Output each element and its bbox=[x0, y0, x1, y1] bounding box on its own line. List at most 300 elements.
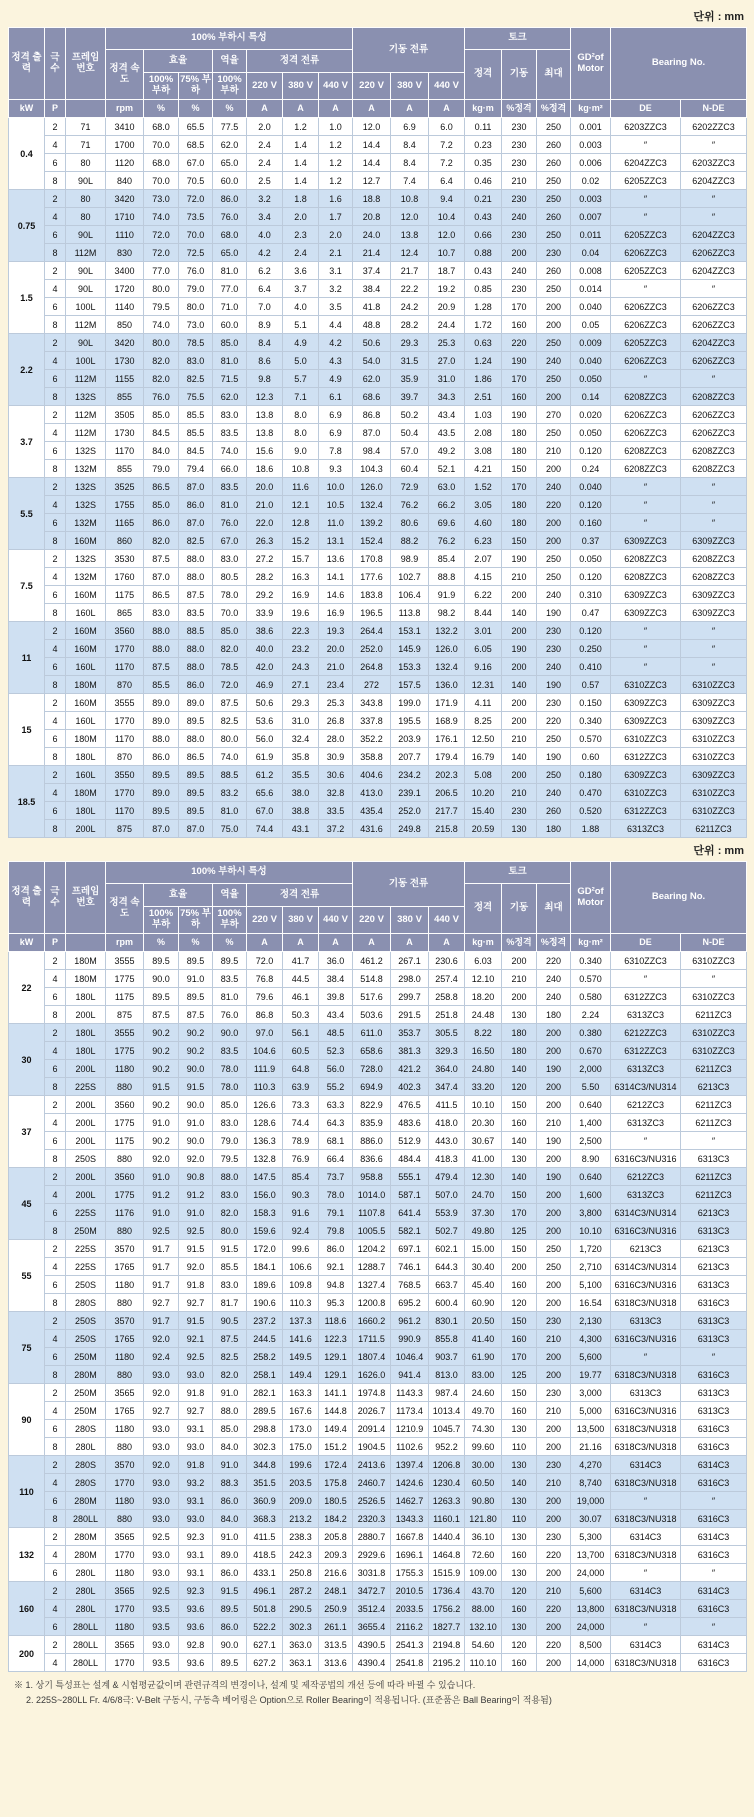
starting-current-380v: 2116.2 bbox=[391, 1618, 429, 1636]
rated-current-440v: 248.1 bbox=[319, 1582, 353, 1600]
spec-row bbox=[9, 154, 747, 172]
header-eff-100-load: 100% 부하 bbox=[144, 73, 179, 100]
power-factor: 89.5 bbox=[213, 952, 247, 970]
rated-current-380v: 199.6 bbox=[283, 1456, 319, 1474]
rated-current-380v: 1.8 bbox=[283, 190, 319, 208]
spec-row bbox=[9, 280, 747, 298]
power-factor: 88.0 bbox=[213, 1168, 247, 1186]
eff-75-load: 91.5 bbox=[179, 1312, 213, 1330]
starting-current-440v: 9.4 bbox=[429, 190, 465, 208]
rated-current-440v: 10.0 bbox=[319, 478, 353, 496]
torque-rated: 10.10 bbox=[465, 1096, 502, 1114]
rated-current-380v: 44.5 bbox=[283, 970, 319, 988]
rated-current-380v: 73.3 bbox=[283, 1096, 319, 1114]
spec-row bbox=[9, 1312, 747, 1330]
header-poles: 극 수 bbox=[45, 28, 66, 100]
gd2-motor: 3,000 bbox=[571, 1384, 611, 1402]
gd2-motor: 0.02 bbox=[571, 172, 611, 190]
poles: 4 bbox=[45, 1474, 66, 1492]
power-factor: 89.5 bbox=[213, 1600, 247, 1618]
rated-speed: 1765 bbox=[106, 1330, 144, 1348]
torque-starting: 230 bbox=[502, 154, 537, 172]
bearing-de: 6312ZZC3 bbox=[611, 1042, 681, 1060]
eff-100-load: 80.0 bbox=[144, 334, 179, 352]
power-factor: 82.0 bbox=[213, 1204, 247, 1222]
eff-100-load: 90.2 bbox=[144, 1060, 179, 1078]
gd2-motor: 8.90 bbox=[571, 1150, 611, 1168]
frame-no: 200L bbox=[66, 1096, 106, 1114]
eff-100-load: 85.0 bbox=[144, 406, 179, 424]
rated-speed: 1175 bbox=[106, 586, 144, 604]
starting-current-220v: 835.9 bbox=[353, 1114, 391, 1132]
starting-current-220v: 352.2 bbox=[353, 730, 391, 748]
rated-current-440v: 16.9 bbox=[319, 604, 353, 622]
eff-75-load: 89.5 bbox=[179, 802, 213, 820]
starting-current-440v: 52.1 bbox=[429, 460, 465, 478]
rated-current-380v: 46.1 bbox=[283, 988, 319, 1006]
header-rated-output: 정격 출력 bbox=[9, 28, 45, 100]
poles: 6 bbox=[45, 1420, 66, 1438]
starting-current-380v: 1102.6 bbox=[391, 1438, 429, 1456]
rated-speed: 1730 bbox=[106, 424, 144, 442]
power-factor: 88.0 bbox=[213, 1402, 247, 1420]
starting-current-220v: 264.8 bbox=[353, 658, 391, 676]
frame-no: 280M bbox=[66, 1528, 106, 1546]
starting-current-220v: 2880.7 bbox=[353, 1528, 391, 1546]
power-factor: 77.0 bbox=[213, 280, 247, 298]
frame-no: 160M bbox=[66, 586, 106, 604]
starting-current-440v: 43.4 bbox=[429, 406, 465, 424]
starting-current-440v: 43.5 bbox=[429, 424, 465, 442]
starting-current-440v: 903.7 bbox=[429, 1348, 465, 1366]
starting-current-220v: 12.0 bbox=[353, 118, 391, 136]
spec-row bbox=[9, 1042, 747, 1060]
rated-current-220v: 29.2 bbox=[247, 586, 283, 604]
rated-current-440v: 151.2 bbox=[319, 1438, 353, 1456]
unit-pct: % bbox=[144, 100, 179, 118]
torque-starting: 210 bbox=[502, 970, 537, 988]
starting-current-220v: 21.4 bbox=[353, 244, 391, 262]
eff-100-load: 87.5 bbox=[144, 550, 179, 568]
rated-speed: 1770 bbox=[106, 1546, 144, 1564]
bearing-nde: 6208ZZC3 bbox=[681, 460, 747, 478]
gd2-motor: 0.570 bbox=[571, 970, 611, 988]
rated-current-220v: 433.1 bbox=[247, 1564, 283, 1582]
spec-row bbox=[9, 730, 747, 748]
poles: 6 bbox=[45, 988, 66, 1006]
starting-current-440v: 126.0 bbox=[429, 640, 465, 658]
poles: 4 bbox=[45, 640, 66, 658]
rated-current-380v: 1.4 bbox=[283, 136, 319, 154]
starting-current-380v: 1210.9 bbox=[391, 1420, 429, 1438]
frame-no: 160M bbox=[66, 640, 106, 658]
rated-current-440v: 86.0 bbox=[319, 1240, 353, 1258]
frame-no: 250S bbox=[66, 1330, 106, 1348]
bearing-nde: 6313C3 bbox=[681, 1312, 747, 1330]
starting-current-440v: 813.0 bbox=[429, 1366, 465, 1384]
spec-row bbox=[9, 1618, 747, 1636]
torque-starting: 150 bbox=[502, 1312, 537, 1330]
eff-100-load: 93.5 bbox=[144, 1654, 179, 1672]
power-factor: 86.0 bbox=[213, 1492, 247, 1510]
torque-max: 220 bbox=[537, 1636, 571, 1654]
torque-rated: 24.60 bbox=[465, 1384, 502, 1402]
spec-row bbox=[9, 1402, 747, 1420]
rated-current-440v: 1.2 bbox=[319, 154, 353, 172]
starting-current-440v: 987.4 bbox=[429, 1384, 465, 1402]
rated-current-440v: 172.4 bbox=[319, 1456, 353, 1474]
gd2-motor: 0.340 bbox=[571, 712, 611, 730]
rated-current-380v: 22.3 bbox=[283, 622, 319, 640]
rated-current-440v: 2.1 bbox=[319, 244, 353, 262]
bearing-nde: 6211ZC3 bbox=[681, 1114, 747, 1132]
spec-row bbox=[9, 460, 747, 478]
starting-current-440v: 1206.8 bbox=[429, 1456, 465, 1474]
torque-max: 200 bbox=[537, 460, 571, 478]
torque-rated: 16.50 bbox=[465, 1042, 502, 1060]
starting-current-440v: 49.2 bbox=[429, 442, 465, 460]
starting-current-220v: 413.0 bbox=[353, 784, 391, 802]
rated-current-220v: 40.0 bbox=[247, 640, 283, 658]
power-factor: 60.0 bbox=[213, 316, 247, 334]
power-factor: 68.0 bbox=[213, 226, 247, 244]
starting-current-220v: 2929.6 bbox=[353, 1546, 391, 1564]
bearing-nde: 6310ZZC3 bbox=[681, 784, 747, 802]
torque-max: 240 bbox=[537, 988, 571, 1006]
starting-current-380v: 2541.8 bbox=[391, 1654, 429, 1672]
rated-current-380v: 23.2 bbox=[283, 640, 319, 658]
rated-current-220v: 6.2 bbox=[247, 262, 283, 280]
torque-max: 250 bbox=[537, 550, 571, 568]
rated-speed: 855 bbox=[106, 388, 144, 406]
unit-kgm2: kg·m² bbox=[571, 934, 611, 952]
torque-max: 200 bbox=[537, 514, 571, 532]
bearing-de: 6312ZZC3 bbox=[611, 988, 681, 1006]
frame-no: 160M bbox=[66, 532, 106, 550]
starting-current-440v: 507.0 bbox=[429, 1186, 465, 1204]
starting-current-440v: 364.0 bbox=[429, 1060, 465, 1078]
torque-rated: 49.70 bbox=[465, 1402, 502, 1420]
eff-100-load: 91.7 bbox=[144, 1312, 179, 1330]
torque-max: 240 bbox=[537, 478, 571, 496]
bearing-nde: ″ bbox=[681, 970, 747, 988]
rated-current-380v: 43.1 bbox=[283, 820, 319, 838]
poles: 6 bbox=[45, 1564, 66, 1582]
eff-75-load: 90.8 bbox=[179, 1168, 213, 1186]
rated-current-220v: 22.0 bbox=[247, 514, 283, 532]
header-rated-output: 정격 출력 bbox=[9, 862, 45, 934]
unit-pct: % bbox=[179, 934, 213, 952]
bearing-de: ″ bbox=[611, 514, 681, 532]
bearing-de: 6205ZZC3 bbox=[611, 226, 681, 244]
starting-current-440v: 347.4 bbox=[429, 1078, 465, 1096]
unit-a: A bbox=[283, 100, 319, 118]
rated-current-440v: 78.0 bbox=[319, 1186, 353, 1204]
starting-current-220v: 87.0 bbox=[353, 424, 391, 442]
rated-current-440v: 63.3 bbox=[319, 1096, 353, 1114]
gd2-motor: 0.014 bbox=[571, 280, 611, 298]
frame-no: 90L bbox=[66, 280, 106, 298]
rated-current-380v: 92.4 bbox=[283, 1222, 319, 1240]
rated-current-440v: 3.5 bbox=[319, 298, 353, 316]
rated-current-440v: 10.5 bbox=[319, 496, 353, 514]
gd2-motor: 0.120 bbox=[571, 442, 611, 460]
rated-current-220v: 110.3 bbox=[247, 1078, 283, 1096]
rated-current-220v: 136.3 bbox=[247, 1132, 283, 1150]
gd2-motor: 2,710 bbox=[571, 1258, 611, 1276]
rated-current-220v: 74.4 bbox=[247, 820, 283, 838]
torque-max: 200 bbox=[537, 298, 571, 316]
bearing-de: 6205ZZC3 bbox=[611, 334, 681, 352]
starting-current-220v: 2091.4 bbox=[353, 1420, 391, 1438]
torque-starting: 180 bbox=[502, 442, 537, 460]
rated-current-220v: 2.0 bbox=[247, 118, 283, 136]
torque-starting: 160 bbox=[502, 316, 537, 334]
rated-current-380v: 106.6 bbox=[283, 1258, 319, 1276]
unit-rpm: rpm bbox=[106, 100, 144, 118]
footnotes bbox=[8, 1678, 746, 1709]
eff-100-load: 86.0 bbox=[144, 514, 179, 532]
header-efficiency: 효율 bbox=[144, 50, 213, 73]
starting-current-220v: 658.6 bbox=[353, 1042, 391, 1060]
torque-max: 270 bbox=[537, 406, 571, 424]
power-factor: 87.5 bbox=[213, 1330, 247, 1348]
eff-100-load: 79.5 bbox=[144, 298, 179, 316]
bearing-nde: 6313C3 bbox=[681, 1276, 747, 1294]
bearing-nde: 6203ZZC3 bbox=[681, 154, 747, 172]
bearing-de: 6318C3/NU318 bbox=[611, 1654, 681, 1672]
rated-current-220v: 159.6 bbox=[247, 1222, 283, 1240]
bearing-nde: 6309ZZC3 bbox=[681, 712, 747, 730]
gd2-motor: 0.340 bbox=[571, 952, 611, 970]
frame-no: 112M bbox=[66, 244, 106, 262]
torque-starting: 140 bbox=[502, 748, 537, 766]
starting-current-380v: 80.6 bbox=[391, 514, 429, 532]
eff-100-load: 91.0 bbox=[144, 1168, 179, 1186]
frame-no: 200L bbox=[66, 1060, 106, 1078]
eff-75-load: 93.1 bbox=[179, 1546, 213, 1564]
bearing-de: 6205ZZC3 bbox=[611, 172, 681, 190]
rated-current-440v: 37.2 bbox=[319, 820, 353, 838]
spec-row bbox=[9, 388, 747, 406]
spec-row bbox=[9, 640, 747, 658]
bearing-nde: 6211ZC3 bbox=[681, 1096, 747, 1114]
rated-speed: 1730 bbox=[106, 352, 144, 370]
gd2-motor: 1.88 bbox=[571, 820, 611, 838]
rated-current-380v: 3.7 bbox=[283, 280, 319, 298]
motor-spec-table bbox=[8, 27, 747, 838]
eff-75-load: 79.4 bbox=[179, 460, 213, 478]
bearing-de: 6309ZZC3 bbox=[611, 586, 681, 604]
rated-current-440v: 68.1 bbox=[319, 1132, 353, 1150]
power-factor: 86.0 bbox=[213, 1618, 247, 1636]
starting-current-440v: 443.0 bbox=[429, 1132, 465, 1150]
power-factor: 77.5 bbox=[213, 118, 247, 136]
starting-current-380v: 8.4 bbox=[391, 136, 429, 154]
eff-75-load: 92.7 bbox=[179, 1402, 213, 1420]
rated-current-220v: 302.3 bbox=[247, 1438, 283, 1456]
bearing-de: 6313C3 bbox=[611, 1384, 681, 1402]
spec-row bbox=[9, 1132, 747, 1150]
starting-current-220v: 68.6 bbox=[353, 388, 391, 406]
spec-row bbox=[9, 952, 747, 970]
rated-current-220v: 67.0 bbox=[247, 802, 283, 820]
eff-75-load: 87.5 bbox=[179, 586, 213, 604]
starting-current-220v: 1904.5 bbox=[353, 1438, 391, 1456]
starting-current-440v: 6.4 bbox=[429, 172, 465, 190]
bearing-nde: ″ bbox=[681, 1564, 747, 1582]
rated-speed: 1700 bbox=[106, 136, 144, 154]
rated-speed: 875 bbox=[106, 1006, 144, 1024]
spec-row bbox=[9, 1186, 747, 1204]
starting-current-440v: 2195.2 bbox=[429, 1654, 465, 1672]
rated-current-380v: 78.9 bbox=[283, 1132, 319, 1150]
poles: 4 bbox=[45, 970, 66, 988]
starting-current-220v: 514.8 bbox=[353, 970, 391, 988]
frame-no: 132M bbox=[66, 460, 106, 478]
bearing-de: 6212ZC3 bbox=[611, 1096, 681, 1114]
rated-speed: 1770 bbox=[106, 1600, 144, 1618]
spec-row bbox=[9, 1006, 747, 1024]
starting-current-220v: 337.8 bbox=[353, 712, 391, 730]
header-gd2: GD²of Motor bbox=[571, 28, 611, 100]
rated-current-380v: 163.3 bbox=[283, 1384, 319, 1402]
frame-no: 90L bbox=[66, 172, 106, 190]
bearing-de: 6310ZZC3 bbox=[611, 730, 681, 748]
frame-no: 132M bbox=[66, 568, 106, 586]
spec-row bbox=[9, 1150, 747, 1168]
starting-current-220v: 3512.4 bbox=[353, 1600, 391, 1618]
frame-no: 250M bbox=[66, 1222, 106, 1240]
poles: 2 bbox=[45, 1456, 66, 1474]
eff-75-load: 93.6 bbox=[179, 1618, 213, 1636]
spec-row bbox=[9, 298, 747, 316]
starting-current-440v: 1827.7 bbox=[429, 1618, 465, 1636]
torque-rated: 74.30 bbox=[465, 1420, 502, 1438]
gd2-motor: 10.10 bbox=[571, 1222, 611, 1240]
header-starting-current: 기동 전류 bbox=[353, 862, 465, 907]
header-torque-rated: 정격 bbox=[465, 50, 502, 100]
torque-starting: 210 bbox=[502, 172, 537, 190]
eff-100-load: 86.5 bbox=[144, 586, 179, 604]
rated-current-380v: 1.4 bbox=[283, 172, 319, 190]
bearing-nde: 6316C3 bbox=[681, 1510, 747, 1528]
torque-rated: 0.43 bbox=[465, 208, 502, 226]
frame-no: 280S bbox=[66, 1420, 106, 1438]
gd2-motor: 0.120 bbox=[571, 622, 611, 640]
rated-speed: 1775 bbox=[106, 970, 144, 988]
bearing-nde: 6204ZZC3 bbox=[681, 262, 747, 280]
gd2-motor: 0.60 bbox=[571, 748, 611, 766]
bearing-nde: 6309ZZC3 bbox=[681, 532, 747, 550]
frame-no: 180M bbox=[66, 730, 106, 748]
torque-rated: 99.60 bbox=[465, 1438, 502, 1456]
torque-max: 200 bbox=[537, 1654, 571, 1672]
rated-speed: 1765 bbox=[106, 1402, 144, 1420]
bearing-de: 6310ZZC3 bbox=[611, 676, 681, 694]
rated-current-220v: 3.2 bbox=[247, 190, 283, 208]
power-factor: 86.0 bbox=[213, 190, 247, 208]
bearing-de: 6314C3/NU314 bbox=[611, 1258, 681, 1276]
bearing-de: 6206ZZC3 bbox=[611, 316, 681, 334]
bearing-de: 6318C3/NU318 bbox=[611, 1546, 681, 1564]
torque-max: 240 bbox=[537, 970, 571, 988]
starting-current-440v: 6.0 bbox=[429, 118, 465, 136]
frame-no: 132S bbox=[66, 496, 106, 514]
poles: 2 bbox=[45, 1024, 66, 1042]
torque-starting: 180 bbox=[502, 514, 537, 532]
rated-current-380v: 64.8 bbox=[283, 1060, 319, 1078]
bearing-nde: 6314C3 bbox=[681, 1582, 747, 1600]
torque-starting: 210 bbox=[502, 730, 537, 748]
frame-no: 280LL bbox=[66, 1636, 106, 1654]
starting-current-380v: 12.0 bbox=[391, 208, 429, 226]
rated-current-380v: 16.9 bbox=[283, 586, 319, 604]
torque-rated: 2.51 bbox=[465, 388, 502, 406]
starting-current-220v: 358.8 bbox=[353, 748, 391, 766]
eff-75-load: 91.8 bbox=[179, 1456, 213, 1474]
bearing-de: ″ bbox=[611, 1492, 681, 1510]
power-factor: 89.0 bbox=[213, 1546, 247, 1564]
eff-75-load: 92.3 bbox=[179, 1528, 213, 1546]
bearing-de: ″ bbox=[611, 478, 681, 496]
eff-100-load: 89.0 bbox=[144, 784, 179, 802]
poles: 6 bbox=[45, 1492, 66, 1510]
starting-current-380v: 60.4 bbox=[391, 460, 429, 478]
starting-current-220v: 54.0 bbox=[353, 352, 391, 370]
bearing-nde: ″ bbox=[681, 496, 747, 514]
eff-75-load: 72.5 bbox=[179, 244, 213, 262]
torque-max: 200 bbox=[537, 1204, 571, 1222]
power-factor: 66.0 bbox=[213, 460, 247, 478]
header-power-factor: 역율 bbox=[213, 884, 247, 907]
torque-rated: 15.40 bbox=[465, 802, 502, 820]
rated-current-440v: 4.2 bbox=[319, 334, 353, 352]
frame-no: 280S bbox=[66, 1474, 106, 1492]
rated-speed: 3565 bbox=[106, 1384, 144, 1402]
bearing-nde: 6204ZZC3 bbox=[681, 226, 747, 244]
eff-75-load: 87.5 bbox=[179, 1006, 213, 1024]
poles: 8 bbox=[45, 244, 66, 262]
eff-100-load: 87.5 bbox=[144, 658, 179, 676]
rated-current-380v: 12.8 bbox=[283, 514, 319, 532]
spec-row bbox=[9, 172, 747, 190]
power-factor: 83.5 bbox=[213, 970, 247, 988]
torque-rated: 109.00 bbox=[465, 1564, 502, 1582]
torque-starting: 160 bbox=[502, 1114, 537, 1132]
starting-current-220v: 50.6 bbox=[353, 334, 391, 352]
header-efficiency: 효율 bbox=[144, 884, 213, 907]
spec-row bbox=[9, 1078, 747, 1096]
rated-current-380v: 213.2 bbox=[283, 1510, 319, 1528]
rated-current-440v: 6.9 bbox=[319, 406, 353, 424]
bearing-nde: 6316C3 bbox=[681, 1366, 747, 1384]
torque-starting: 200 bbox=[502, 244, 537, 262]
starting-current-220v: 503.6 bbox=[353, 1006, 391, 1024]
header-starting-current: 기동 전류 bbox=[353, 28, 465, 73]
rated-speed: 880 bbox=[106, 1366, 144, 1384]
unit-kgm: kg·m bbox=[465, 934, 502, 952]
torque-starting: 130 bbox=[502, 1492, 537, 1510]
eff-100-load: 87.5 bbox=[144, 1006, 179, 1024]
torque-starting: 140 bbox=[502, 1060, 537, 1078]
rated-current-380v: 91.6 bbox=[283, 1204, 319, 1222]
torque-starting: 110 bbox=[502, 1438, 537, 1456]
starting-current-380v: 291.5 bbox=[391, 1006, 429, 1024]
gd2-motor: 8,740 bbox=[571, 1474, 611, 1492]
rated-current-380v: 363.1 bbox=[283, 1654, 319, 1672]
gd2-motor: 24,000 bbox=[571, 1618, 611, 1636]
